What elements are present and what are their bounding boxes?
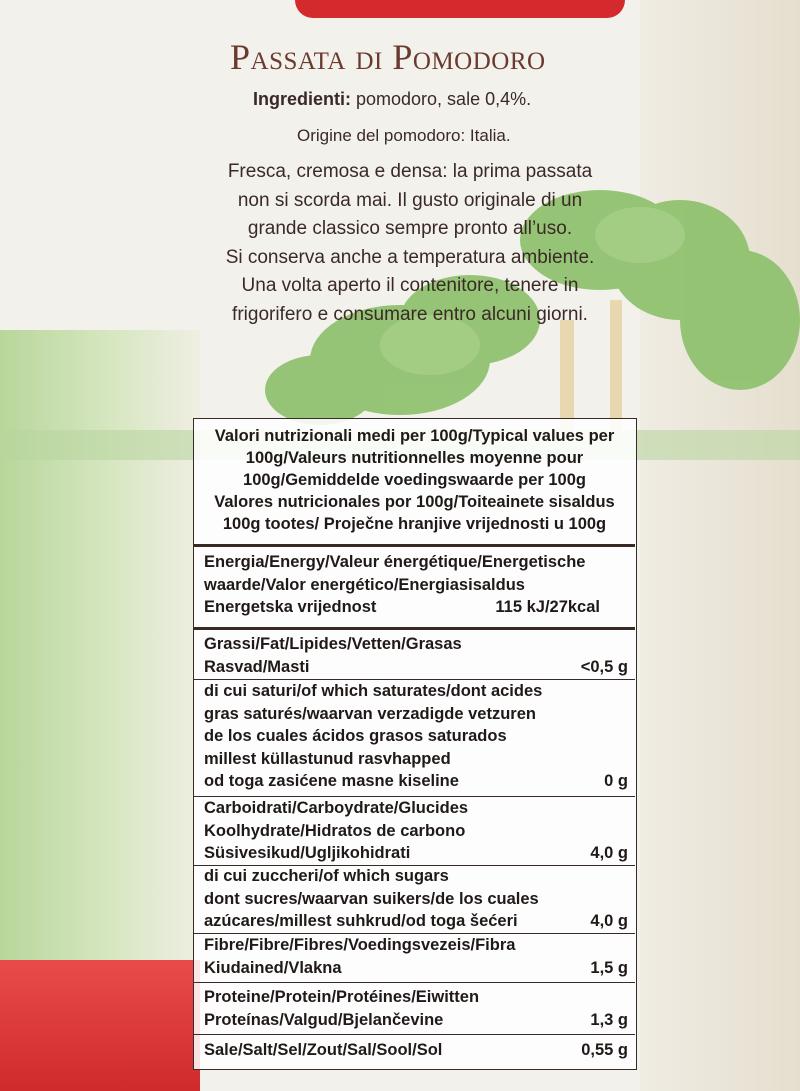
nutrition-row-fat	[204, 633, 628, 678]
row-value: 1,5 g	[590, 958, 628, 977]
description-line: Si conserva anche a temperatura ambiente.	[225, 246, 595, 268]
row-value: <0,5 g	[580, 657, 628, 676]
nutrition-row-saturates	[204, 680, 628, 793]
row-label-line: Sale/Salt/Sel/Zout/Sal/Sool/Sol	[204, 1041, 443, 1059]
row-label-line: Energia/Energy/Valeur énergétique/Energetische	[204, 553, 586, 571]
product-title: Passata di Pomodoro	[230, 37, 546, 77]
ingredients-text: pomodoro, sale 0,4%.	[351, 89, 532, 109]
row-label-line: millest küllastunud rasvhapped	[204, 749, 451, 768]
nutrition-row-protein	[204, 986, 628, 1031]
nutrition-row-carbohydrate	[204, 797, 628, 865]
row-value: 0,55 g	[581, 1041, 628, 1059]
nutrition-header-line: 100g/Valeurs nutritionnelles moyenne pour	[245, 449, 584, 467]
row-label-line: Rasvad/Masti	[204, 657, 310, 676]
description-line: non si scorda mai. Il gusto originale di un	[237, 189, 583, 211]
row-value: 1,3 g	[590, 1010, 628, 1029]
divider	[194, 982, 635, 983]
nutrition-header	[194, 425, 635, 535]
nutrition-row-sugars	[204, 865, 628, 933]
divider	[194, 544, 635, 547]
nutrition-header-line: Valori nutrizionali medi per 100g/Typical values per	[214, 427, 615, 445]
row-label-line: de los cuales ácidos grasos saturados	[204, 727, 507, 745]
nutrition-row-energy	[204, 551, 628, 619]
row-label-line: od toga zasićene masne kiseline	[204, 772, 459, 790]
row-value: 4,0 g	[590, 844, 628, 862]
description-line: Fresca, cremosa e densa: la prima passata	[227, 161, 593, 182]
row-label-line: azúcares/millest suhkrud/od toga šećeri	[204, 912, 518, 930]
divider	[194, 1034, 635, 1035]
row-value: 115 kJ/27kcal	[495, 598, 600, 616]
background-red-band	[0, 960, 200, 1091]
origin-line: Origine del pomodoro: Italia.	[297, 126, 511, 145]
nutrition-header-line: 100g/Gemiddelde voedingswaarde per 100g	[243, 471, 586, 489]
row-value: 0 g	[604, 772, 628, 790]
nutrition-header-line: 100g tootes/ Proječne hranjive vrijednosti u 100g	[222, 515, 607, 533]
row-label-line: Carboidrati/Carboydrate/Glucides	[204, 799, 469, 817]
row-label-line: di cui saturi/of which saturates/dont acides	[204, 682, 543, 700]
divider	[194, 627, 635, 630]
row-label-line: Grassi/Fat/Lipides/Vetten/Grasas	[204, 635, 462, 653]
nutrition-row-salt	[204, 1039, 628, 1062]
ingredients-line	[253, 88, 653, 110]
row-label-line: Koolhydrate/Hidratos de carbono	[204, 821, 466, 840]
nutrition-table	[193, 418, 637, 1070]
description-line: Una volta aperto il contenitore, tenere in	[241, 275, 579, 296]
row-label-line: Kiudained/Vlakna	[204, 958, 342, 977]
description-line: frigorifero e consumare entro alcuni giorni.	[232, 303, 588, 325]
row-label-line: dont sucres/waarvan suikers/de los cuales	[204, 889, 539, 908]
product-description	[200, 158, 620, 329]
product-header	[0, 0, 800, 420]
row-label-line: Fibre/Fibre/Fibres/Voedingsvezeis/Fibra	[204, 936, 516, 954]
row-label-line: gras saturés/waarvan verzadigde vetzuren	[204, 704, 536, 723]
description-line: grande classico sempre pronto all’uso.	[247, 218, 573, 239]
row-value: 4,0 g	[590, 912, 628, 930]
row-label-line: Energetska vrijednost	[204, 598, 377, 616]
row-label-line: Proteínas/Valgud/Bjelančevine	[204, 1010, 444, 1029]
row-label-line: Proteine/Protein/Protéines/Eiwitten	[204, 988, 480, 1006]
row-label-line: Süsivesikud/Ugljikohidrati	[204, 844, 411, 862]
row-label-line: di cui zuccheri/of which sugars	[204, 867, 449, 885]
ingredients-label: Ingredienti:	[253, 89, 351, 109]
nutrition-row-fibre	[204, 934, 628, 979]
row-label-line: waarde/Valor energético/Energiasisaldus	[204, 575, 525, 594]
nutrition-header-line: Valores nutricionales por 100g/Toiteainete sisaldus	[214, 493, 615, 511]
